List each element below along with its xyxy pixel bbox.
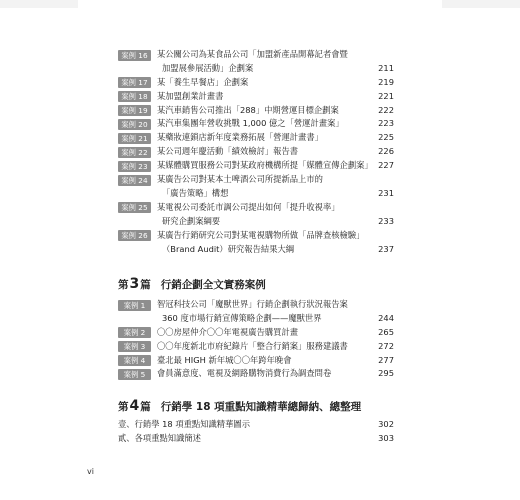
- entry-title-continued: 360 度市場行銷宣傳策略企劃——魔獸世界: [162, 312, 322, 323]
- toc-entry[interactable]: [118, 326, 394, 340]
- page-number: 277: [378, 354, 394, 365]
- page-number: 222: [378, 104, 394, 115]
- toc-entry[interactable]: [118, 367, 394, 381]
- entry-title: 某公司週年慶活動「績效檢討」報告書: [157, 146, 299, 157]
- entry-title: 某藥妝連鎖店新年度業務拓展「營運計畫書」: [157, 132, 323, 143]
- case-badge: 案例 3: [118, 341, 151, 352]
- page-number: 221: [378, 90, 394, 101]
- page-number: 211: [378, 62, 394, 73]
- entry-title: 〇〇房屋仲介〇〇年電視廣告購買計畫: [157, 326, 299, 337]
- entry-title: 某加盟創業計畫書: [157, 90, 224, 101]
- case-badge: 案例 4: [118, 355, 151, 366]
- toc-entry[interactable]: [118, 432, 394, 446]
- page-number: 231: [378, 187, 394, 198]
- page-number: 295: [378, 368, 394, 379]
- part-suffix: 篇: [140, 279, 151, 291]
- entry-title-continued: （Brand Audit）研究報告結果大綱: [162, 243, 295, 254]
- toc-entry[interactable]: [118, 298, 394, 326]
- page-number: 302: [378, 419, 394, 429]
- case-badge: 案例 26: [118, 230, 151, 241]
- case-badge: 案例 1: [118, 300, 151, 311]
- toc-entry[interactable]: [118, 131, 394, 145]
- toc-cases-part3: [118, 298, 394, 381]
- entry-title: 某廣告公司對某本土啤酒公司所提新品上市的: [157, 174, 323, 185]
- page-number: 265: [378, 326, 394, 337]
- part-title: 行銷企劃全文實務案例: [160, 279, 266, 291]
- entry-title: 智冠科技公司「魔獸世界」行銷企劃執行狀況報告案: [157, 299, 348, 309]
- entry-title-continued: 加盟展參展活動」企劃案: [162, 62, 254, 73]
- toc-cases-part2: [118, 48, 394, 256]
- case-badge: 案例 21: [118, 133, 151, 144]
- part-prefix: 第: [118, 401, 129, 413]
- toc-entry[interactable]: [118, 145, 394, 159]
- part-prefix: 第: [118, 279, 129, 291]
- case-badge: 案例 25: [118, 202, 151, 213]
- entry-title: 某汽車集團年營收挑戰 1,000 億之「營運計畫案」: [157, 118, 344, 129]
- case-badge: 案例 18: [118, 91, 151, 102]
- entry-title: 〇〇年度新北市府紀錄片「整合行銷案」服務建議書: [157, 340, 348, 351]
- part-number: 4: [129, 398, 140, 414]
- entry-title-continued: 研究企劃案綱要: [162, 215, 221, 226]
- entry-title: 某廣告行銷研究公司對某電視購物所做「品牌查核檢驗」: [157, 229, 365, 240]
- case-badge: 案例 24: [118, 175, 151, 186]
- toc-entry[interactable]: [118, 48, 394, 76]
- toc-entry[interactable]: [118, 117, 394, 131]
- footer-page-number: vi: [87, 467, 94, 476]
- entry-title: 某公關公司為某食品公司「加盟新產品開幕記者會暨: [157, 49, 348, 59]
- entry-title: 會員滿意度、電視及網路購物消費行為調查問卷: [157, 368, 332, 379]
- toc-entry[interactable]: [118, 173, 394, 201]
- toc-entry[interactable]: [118, 90, 394, 104]
- toc-entry[interactable]: [118, 104, 394, 118]
- toc-entry[interactable]: [118, 340, 394, 354]
- toc-entry[interactable]: [118, 229, 394, 257]
- case-badge: 案例 16: [118, 50, 151, 61]
- case-badge: 案例 17: [118, 77, 151, 88]
- entry-title-continued: 「廣告策略」構想: [162, 187, 229, 198]
- entry-title: 壹、行銷學 18 項重點知識精華圖示: [118, 419, 250, 429]
- part4-heading: [118, 398, 361, 414]
- toc-entry[interactable]: [118, 201, 394, 229]
- page-number: 227: [378, 160, 394, 171]
- toc-entry[interactable]: [118, 159, 394, 173]
- entry-title: 貳、各項重點知識簡述: [118, 432, 201, 443]
- case-badge: 案例 20: [118, 119, 151, 130]
- case-badge: 案例 19: [118, 105, 151, 116]
- part-title: 行銷學 18 項重點知識精華總歸納、總整理: [160, 401, 362, 413]
- case-badge: 案例 22: [118, 147, 151, 158]
- part-suffix: 篇: [140, 401, 151, 413]
- entry-title: 某「養生早餐店」企劃案: [157, 76, 249, 87]
- entry-title: 某電視公司委託市調公司提出如何「提升收視率」: [157, 201, 340, 212]
- page-number: 272: [378, 340, 394, 351]
- toc-entry[interactable]: [118, 354, 394, 368]
- case-badge: 案例 2: [118, 327, 151, 338]
- page-number: 226: [378, 146, 394, 157]
- page-number: 237: [378, 243, 394, 254]
- page-number: 303: [378, 432, 394, 443]
- part3-heading: [118, 276, 266, 292]
- case-badge: 案例 23: [118, 161, 151, 172]
- entry-title: 某媒體購買服務公司對某政府機構所提「媒體宣傳企劃案」: [157, 160, 373, 171]
- part-number: 3: [129, 276, 140, 292]
- page-number: 225: [378, 132, 394, 143]
- toc-items-part4: [118, 418, 394, 446]
- page-number: 223: [378, 118, 394, 129]
- toc-entry[interactable]: [118, 418, 394, 432]
- toc-entry[interactable]: [118, 76, 394, 90]
- page-number: 244: [378, 312, 394, 323]
- entry-title: 臺北最 HIGH 新年城〇〇年跨年晚會: [157, 354, 292, 365]
- case-badge: 案例 5: [118, 369, 151, 380]
- page-number: 219: [378, 76, 394, 87]
- entry-title: 某汽車銷售公司推出「288」中期營運目標企劃案: [157, 104, 339, 115]
- page-number: 233: [378, 215, 394, 226]
